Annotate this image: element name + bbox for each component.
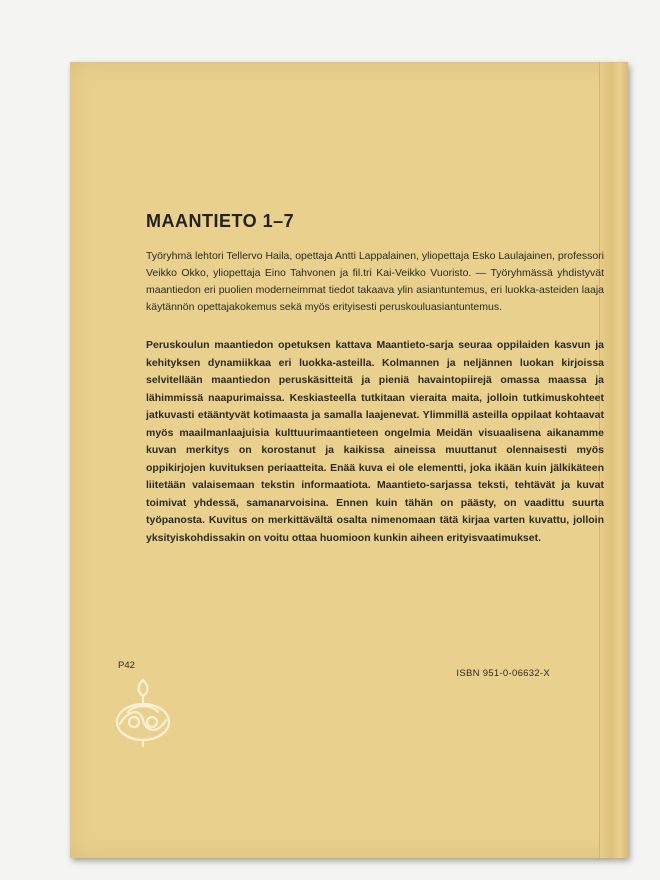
publisher-logo-icon xyxy=(110,672,176,752)
isbn: ISBN 951-0-06632-X xyxy=(456,668,550,679)
product-code: P42 xyxy=(118,660,135,671)
book-back-cover xyxy=(70,62,628,858)
book-title: MAANTIETO 1–7 xyxy=(146,211,295,231)
description-paragraph: Peruskoulun maantiedon opetuksen kattava Maantieto-sarja seuraa oppilaiden kasvun ja kehityksen dynamiikkaa eri luokka-asteilla. Kolmannen ja neljännen luokan kirjoissa selvitellään maantiedon peruskäsitteitä ja pieniä havaintopiirejä omassa maassa ja lähimmissä naapurimaissa. Keskiasteella tutkitaan vieraita maita, jolloin tutkimuskohteet jatkuvasti etääntyvät kotimaasta ja samalla laajenevat. Ylimmillä asteilla oppilaat kohtaavat myös maailmanlaajuisia kulttuurimaantieteen ongelmia Meidän visuaalisena aikanamme kuvan merkitys on korostanut ja kaikissa aineissa muuttanut olennaisesti myös oppikirjojen kuvituksen periaatteita. Enää kuva ei ole elementti, joka ikään kuin jälkikäteen liitetään valaisemaan tekstin informaatiota. Maantieto-sarjassa teksti, tehtävät ja kuvat toimivat yhdessä, samanarvoisina. Ennen kuin tähän on päästy, on vaadittu suurta työpanosta. Kuvitus on merkittävältä osalta nimenomaan tätä kirjaa varten kuvattu, jolloin yksityiskohdissakin on voitu ottaa huomioon kunkin aiheen erityisvaatimukset. xyxy=(146,339,604,544)
authors-paragraph: Työryhmä lehtori Tellervo Haila, opettaja Antti Lappalainen, yliopettaja Esko Laulajainen, professori Veikko Okko, yliopettaja Eino Tahvonen ja fil.tri Kai-Veikko Vuoristo. — Työryhmässä yhdistyvät maantiedon eri puolien moderneimmat tiedot takaava ylin asiantuntemus, eri luokka-asteiden laaja käytännön opettajakokemus sekä myös erityisesti peruskouluasiantuntemus. xyxy=(146,250,604,314)
